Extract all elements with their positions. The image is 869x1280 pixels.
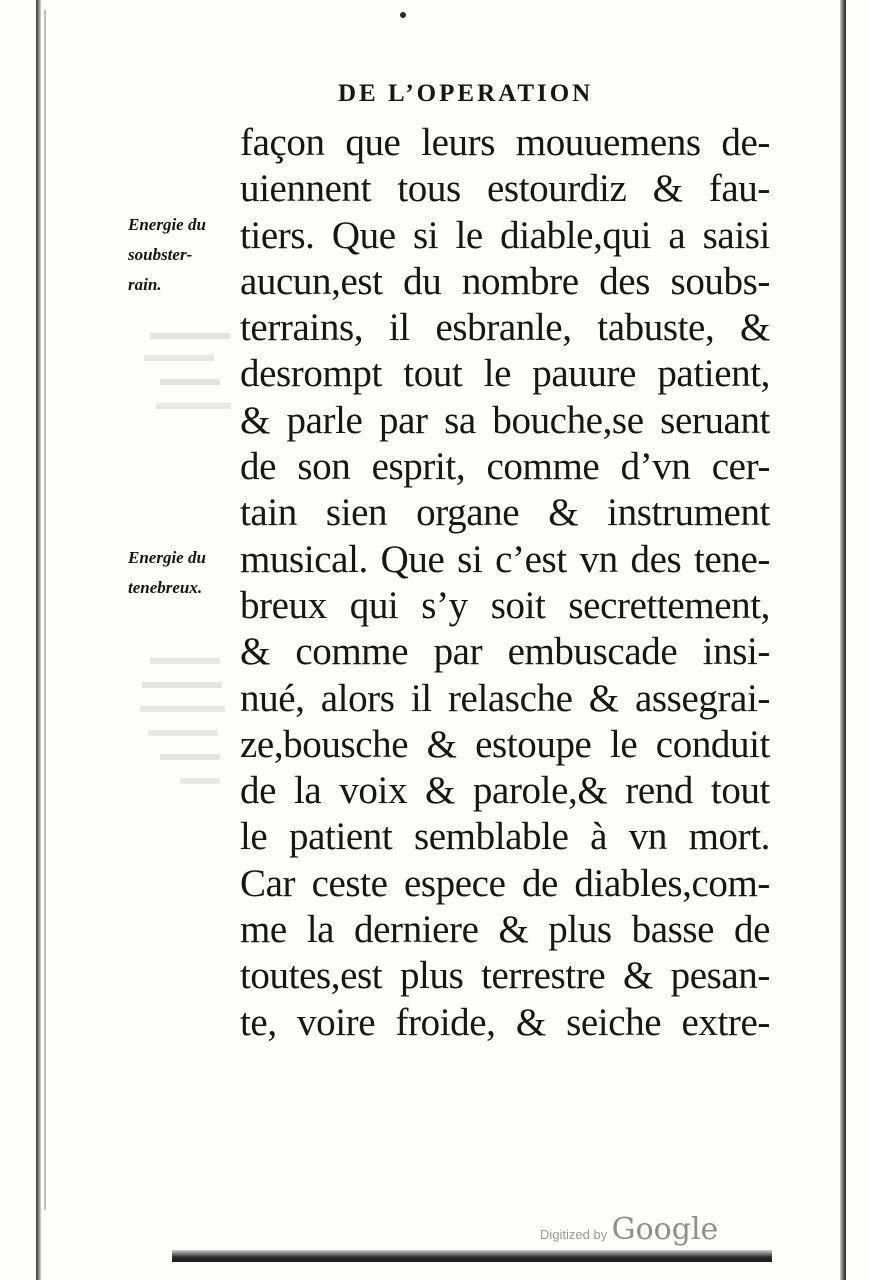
- text-line: terrains, il esbranle, tabuste, &: [240, 306, 770, 350]
- text-line: tain sien organe & instrument: [240, 491, 770, 535]
- text-line: musical. Que si c’est vn des tene-: [240, 537, 770, 581]
- text-line: uiennent tous estourdiz & fau-: [240, 167, 770, 211]
- text-line: te, voire froide, & seiche extre-: [240, 1000, 770, 1044]
- text-line: façon que leurs mouuemens de-: [240, 121, 770, 164]
- margin-note-line: Energie du: [128, 548, 206, 567]
- text-line: de la voix & parole,& rend tout: [240, 769, 770, 813]
- text-line: le patient semblable à vn mort.: [240, 815, 770, 859]
- text-line: nué, alors il relasche & assegrai-: [240, 676, 770, 720]
- text-line: ze,bousche & estoupe le conduit: [240, 722, 770, 766]
- google-logo: Google: [611, 1212, 719, 1247]
- text-line: tiers. Que si le diable,qui a saisi: [240, 213, 770, 257]
- margin-note-line: Energie du: [128, 215, 206, 234]
- text-line: me la derniere & plus basse de: [240, 908, 770, 952]
- text-line: Car ceste espece de diables,com-: [240, 861, 770, 905]
- text-line: de son esprit, comme d’vn cer-: [240, 445, 770, 489]
- text-line: breux qui s’y soit secrettement,: [240, 583, 770, 627]
- text-line: aucun,est du nombre des soubs-: [240, 259, 770, 303]
- text-line: & parle par sa bouche,se seruant: [240, 398, 770, 442]
- page-edge-left-inner: [44, 10, 46, 1210]
- watermark-prefix: Digitized by: [540, 1227, 608, 1242]
- page-edge-bottom: [172, 1250, 772, 1262]
- page-edge-right: [840, 0, 846, 1280]
- show-through-marks: [140, 325, 240, 427]
- margin-note-2: [128, 543, 206, 603]
- page-edge-left: [36, 0, 41, 1280]
- margin-note-line: tenebreux.: [128, 578, 203, 597]
- show-through-marks: [140, 650, 240, 802]
- digitized-by-watermark: [540, 1212, 718, 1247]
- text-line: & comme par embuscade insi-: [240, 630, 770, 674]
- margin-note-line: soubster-: [128, 245, 193, 264]
- text-line: toutes,est plus terrestre & pesan-: [240, 954, 770, 998]
- ink-dot: [400, 12, 406, 18]
- text-line: desrompt tout le pauure patient,: [240, 352, 770, 396]
- margin-note-1: [128, 210, 206, 300]
- margin-note-line: rain.: [128, 275, 162, 294]
- running-head: DE L’OPERATION: [338, 80, 594, 107]
- body-text: [240, 120, 770, 1046]
